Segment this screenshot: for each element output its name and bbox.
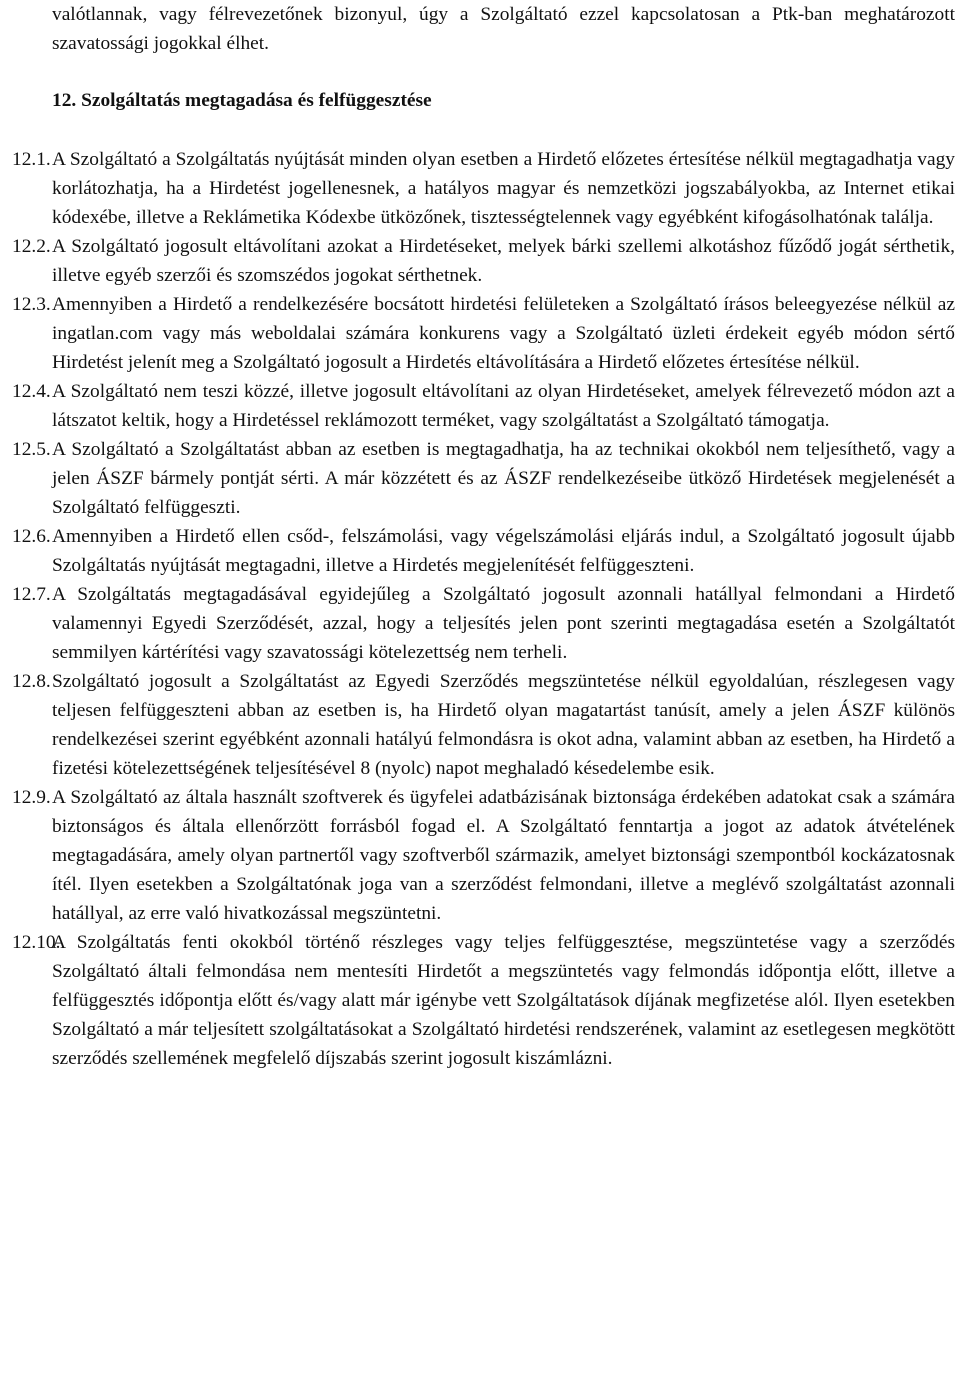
clause-number: 12.1. [12,149,51,170]
clause-number: 12.6. [12,526,51,547]
clause-12-7 [0,580,955,667]
clause-text: A Szolgáltatás fenti okokból történő részleges vagy teljes felfüggesztése, megszüntetése vagy a szerződés Szolgáltató általi felmondása nem mentesíti Hirdetőt a megszüntetés vagy felmondás időpontja előtt, illetve a felfüggesztés időpontja előtt és/vagy alatt már igénybe vett Szolgáltatások díjának megfizetése alól. Ilyen esetekben Szolgáltató a már teljesített szolgáltatásokat a Szolgáltató hirdetési rendszerének, valamint az esetlegesen megkötött szerződés szellemének megfelelő díjszabás szerint jogosult kiszámlázni. [52,932,955,1069]
clause-text: A Szolgáltató a Szolgáltatást abban az esetben is megtagadhatja, ha az technikai okokból nem teljesíthető, vagy a jelen ÁSZF bármely pontját sérti. A már közzétett és az ÁSZF rendelkezéseibe ütköző Hirdetések megjelenését a Szolgáltató felfüggeszti. [52,439,955,518]
clause-12-1 [0,145,955,232]
section-heading: 12. Szolgáltatás megtagadása és felfüggesztése [52,90,432,111]
intro-paragraph: valótlannak, vagy félrevezetőnek bizonyul, úgy a Szolgáltató ezzel kapcsolatosan a Ptk-ban meghatározott szavatossági jogokkal élhet. [52,4,955,54]
clause-12-9 [0,783,955,928]
clause-number: 12.5. [12,439,51,460]
clause-text: A Szolgáltató a Szolgáltatás nyújtását minden olyan esetben a Hirdető előzetes értesítése nélkül megtagadhatja vagy korlátozhatja, ha a Hirdetést jogellenesnek, a hatályos magyar és nemzetközi jogszabályokba, az Internet etikai kódexébe, illetve a Reklámetika Kódexbe ütközőnek, tisztességtelennek vagy egyébként kifogásolhatónak találja. [52,149,955,228]
clause-list [0,145,960,1073]
clause-number: 12.10. [12,932,61,953]
clause-number: 12.2. [12,236,51,257]
clause-12-5 [0,435,955,522]
clause-number: 12.7. [12,584,51,605]
clause-number: 12.4. [12,381,51,402]
clause-12-2 [0,232,955,290]
clause-text: A Szolgáltató az általa használt szoftverek és ügyfelei adatbázisának biztonsága érdekében adatokat csak a számára biztonságos és általa ellenőrzött forrásból fogad el. A Szolgáltató fenntartja a jogot az adatok átvételének megtagadására, amely olyan partnertől vagy szoftverből származik, amelyet biztonsági szempontból kockázatosnak ítél. Ilyen esetekben a Szolgáltatónak joga van a szerződést felmondani, illetve a meglévő szolgáltatást azonnali hatállyal, az erre való hivatkozással megszüntetni. [52,787,955,924]
clause-number: 12.8. [12,671,51,692]
clause-text: A Szolgáltató nem teszi közzé, illetve jogosult eltávolítani az olyan Hirdetéseket, amelyek félrevezető módon azt a látszatot keltik, hogy a Hirdetéssel reklámozott terméket, vagy szolgáltatást a Szolgáltató támogatja. [52,381,955,431]
clause-12-4 [0,377,955,435]
clause-number: 12.9. [12,787,51,808]
clause-text: A Szolgáltatás megtagadásával egyidejűleg a Szolgáltató jogosult azonnali hatállyal felmondani a Hirdető valamennyi Egyedi Szerződését, azzal, hogy a teljesítés jelen pont szerinti megtagadása esetén a Szolgáltatót semmilyen kártérítési vagy szavatossági kötelezettség nem terheli. [52,584,955,663]
clause-12-8 [0,667,955,783]
clause-12-3 [0,290,955,377]
clause-text: Szolgáltató jogosult a Szolgáltatást az Egyedi Szerződés megszüntetése nélkül egyoldalúan, részlegesen vagy teljesen felfüggeszteni abban az esetben is, ha Hirdető olyan magatartást tanúsít, amely a jelen ÁSZF különös rendelkezései szerint egyébként azonnali hatályú felmondásra is okot adna, valamint abban az esetben, ha Hirdető a fizetési kötelezettségének teljesítésével 8 (nyolc) napot meghaladó késedelembe esik. [52,671,955,779]
clause-12-10 [0,928,955,1073]
clause-text: A Szolgáltató jogosult eltávolítani azokat a Hirdetéseket, melyek bárki szellemi alkotáshoz fűződő jogát sérthetik, illetve egyéb szerzői és szomszédos jogokat sérthetnek. [52,236,955,286]
clause-text: Amennyiben a Hirdető ellen csőd-, felszámolási, vagy végelszámolási eljárás indul, a Szolgáltató jogosult újabb Szolgáltatás nyújtását megtagadni, illetve a Hirdetés megjelenítését felfüggeszteni. [52,526,955,576]
clause-number: 12.3. [12,294,51,315]
clause-text: Amennyiben a Hirdető a rendelkezésére bocsátott hirdetési felületeken a Szolgáltató írásos beleegyezése nélkül az ingatlan.com vagy más weboldalai számára konkurens vagy a Szolgáltató üzleti érdekeit egyéb módon sértő Hirdetést jelenít meg a Szolgáltató jogosult a Hirdetés eltávolítására a Hirdető előzetes értesítése nélkül. [52,294,955,373]
clause-12-6 [0,522,955,580]
